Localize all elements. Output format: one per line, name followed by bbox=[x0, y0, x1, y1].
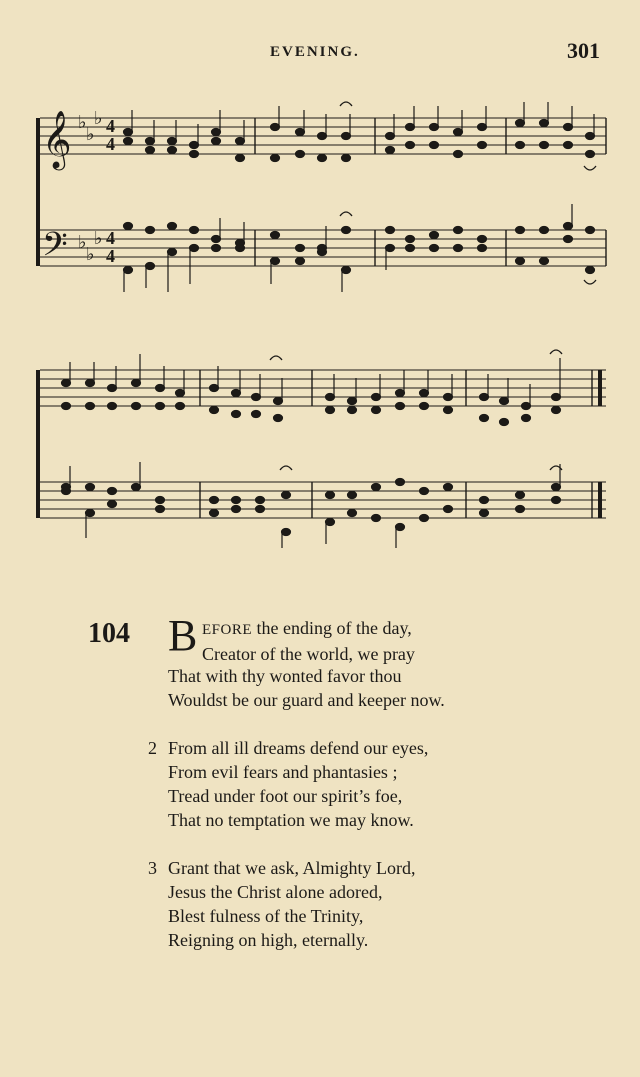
stanza-line: Creator of the world, we pray bbox=[202, 644, 415, 664]
stanza-line: Jesus the Christ alone adored, bbox=[168, 882, 383, 902]
stanza-line: Wouldst be our guard and keeper now. bbox=[168, 690, 445, 710]
stanza-line: Grant that we ask, Almighty Lord, bbox=[168, 858, 416, 878]
svg-text:4: 4 bbox=[106, 246, 115, 266]
stanza-3 bbox=[148, 856, 416, 952]
stanza-line: EFORE the ending of the day, bbox=[202, 618, 412, 638]
music-score-system-1 bbox=[30, 100, 620, 300]
stanza-line: Blest fulness of the Trinity, bbox=[168, 906, 364, 926]
svg-text:𝄢: 𝄢 bbox=[42, 226, 68, 272]
stanza-1 bbox=[202, 616, 415, 666]
stanza-1-continued bbox=[168, 664, 445, 712]
stanza-2 bbox=[148, 736, 429, 832]
svg-text:♭: ♭ bbox=[86, 244, 95, 265]
first-word-rest: EFORE bbox=[202, 622, 253, 638]
stanza-line: Reigning on high, eternally. bbox=[168, 930, 369, 950]
stanza-line: From evil fears and phantasies ; bbox=[168, 762, 398, 782]
stanza-line: From all ill dreams defend our eyes, bbox=[168, 738, 429, 758]
dropcap-letter: B bbox=[168, 611, 198, 660]
stanza-line: That no temptation we may know. bbox=[168, 810, 414, 830]
page-number: 301 bbox=[567, 38, 600, 63]
svg-text:♭: ♭ bbox=[86, 124, 95, 145]
stanza-line: That with thy wonted favor thou bbox=[168, 666, 402, 686]
running-head: EVENING. bbox=[270, 44, 360, 60]
svg-text:4: 4 bbox=[106, 228, 115, 248]
stanza-number: 2 bbox=[148, 738, 157, 758]
stanza-line: Tread under foot our spirit’s foe, bbox=[168, 786, 403, 806]
svg-text:♭: ♭ bbox=[78, 232, 87, 253]
svg-text:♭: ♭ bbox=[78, 112, 87, 133]
hymn-number: 104 bbox=[88, 618, 130, 649]
music-system-2 bbox=[30, 348, 620, 558]
svg-text:4: 4 bbox=[106, 116, 115, 136]
svg-text:𝄞: 𝄞 bbox=[42, 110, 72, 168]
stanza-number: 3 bbox=[148, 858, 157, 878]
svg-text:♭: ♭ bbox=[94, 108, 103, 129]
svg-text:♭: ♭ bbox=[94, 228, 103, 249]
svg-text:4: 4 bbox=[106, 134, 115, 154]
music-score-system-2 bbox=[30, 348, 620, 558]
music-system-1 bbox=[30, 100, 620, 300]
